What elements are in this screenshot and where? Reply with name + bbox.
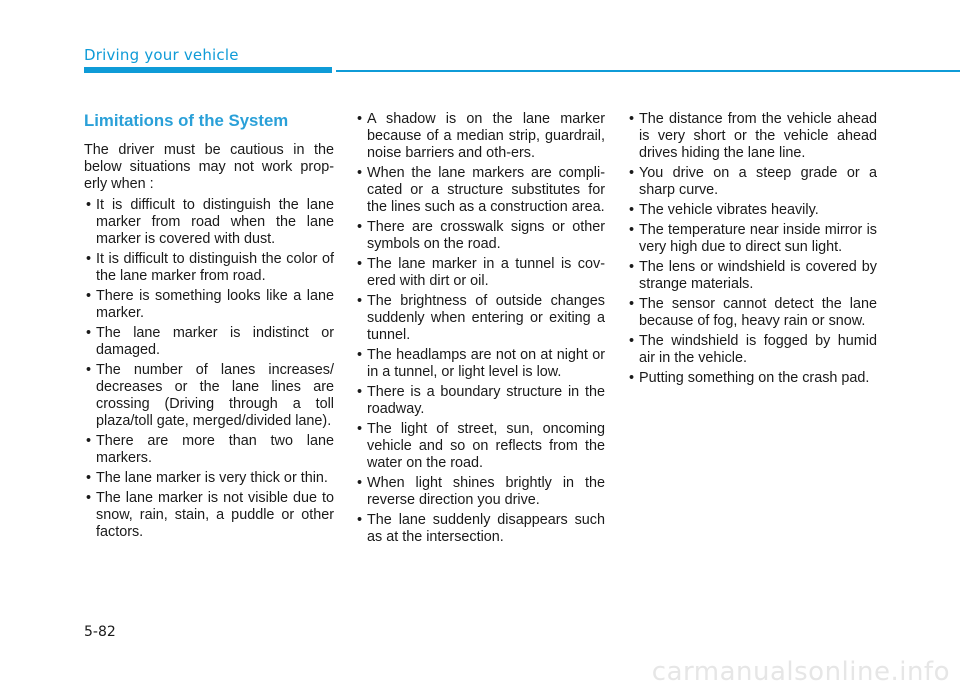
list-item: • The number of lanes increases/ decreases or the lane lines are crossing (Driving through a toll plaza/toll gate, merged/divided lane). — [84, 362, 334, 430]
list-item: • There are crosswalk signs or other symbols on the road. — [355, 219, 605, 253]
column-3-list — [627, 111, 877, 387]
list-item: • The windshield is fogged by humid air in the vehicle. — [627, 333, 877, 367]
watermark: carmanualsonline.info — [651, 657, 950, 687]
list-item: • The temperature near inside mirror is very high due to direct sun light. — [627, 222, 877, 256]
column-1 — [84, 111, 334, 544]
list-item: • Putting something on the crash pad. — [627, 370, 877, 387]
column-2 — [355, 111, 605, 549]
column-3 — [627, 111, 877, 390]
list-item: • When the lane markers are compli-cated or a structure substitutes for the lines such as a construction area. — [355, 165, 605, 216]
list-item: • The light of street, sun, oncoming vehicle and so on reflects from the water on the road. — [355, 421, 605, 472]
page-number: 5-82 — [84, 624, 116, 640]
list-item: • There is a boundary structure in the roadway. — [355, 384, 605, 418]
list-item: • The lane marker is very thick or thin. — [84, 470, 334, 487]
list-item: • The lane marker in a tunnel is cov-ered with dirt or oil. — [355, 256, 605, 290]
list-item: • It is difficult to distinguish the lane marker from road when the lane marker is covered with dust. — [84, 197, 334, 248]
limitations-heading: Limitations of the System — [84, 111, 289, 130]
list-item: • There is something looks like a lane marker. — [84, 288, 334, 322]
list-item: • The headlamps are not on at night or in a tunnel, or light level is low. — [355, 347, 605, 381]
list-item: • It is difficult to distinguish the color of the lane marker from road. — [84, 251, 334, 285]
list-item: • The distance from the vehicle ahead is very short or the vehicle ahead drives hiding the lane line. — [627, 111, 877, 162]
list-item: • The lane suddenly disappears such as at the intersection. — [355, 512, 605, 546]
list-item: • The brightness of outside changes suddenly when entering or exiting a tunnel. — [355, 293, 605, 344]
list-item: • The lane marker is indistinct or damaged. — [84, 325, 334, 359]
list-item: • The vehicle vibrates heavily. — [627, 202, 877, 219]
list-item: • A shadow is on the lane marker because of a median strip, guardrail, noise barriers and oth-ers. — [355, 111, 605, 162]
column-2-list — [355, 111, 605, 546]
list-item: • The sensor cannot detect the lane because of fog, heavy rain or snow. — [627, 296, 877, 330]
list-item: • You drive on a steep grade or a sharp curve. — [627, 165, 877, 199]
intro-paragraph: The driver must be cautious in the below situations may not work prop-erly when : — [84, 142, 334, 192]
list-item: • When light shines brightly in the reverse direction you drive. — [355, 475, 605, 509]
header-rule-thin — [336, 70, 960, 72]
column-1-list — [84, 197, 334, 541]
header-rule-thick — [84, 67, 332, 73]
list-item: • There are more than two lane markers. — [84, 433, 334, 467]
list-item: • The lens or windshield is covered by strange materials. — [627, 259, 877, 293]
section-title: Driving your vehicle — [84, 46, 239, 64]
list-item: • The lane marker is not visible due to snow, rain, stain, a puddle or other factors. — [84, 490, 334, 541]
